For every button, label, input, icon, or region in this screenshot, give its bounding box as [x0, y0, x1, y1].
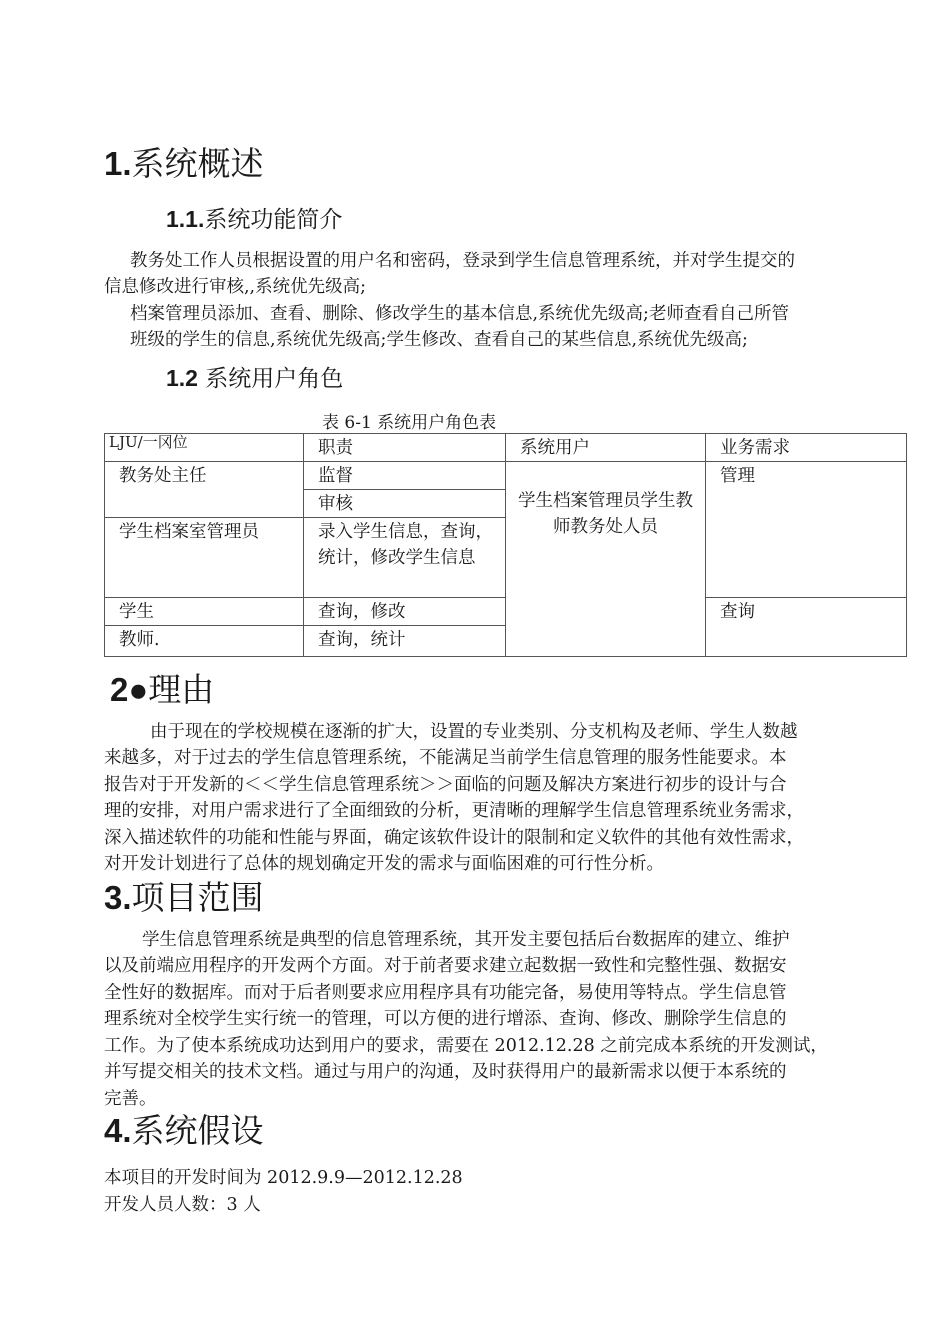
- paragraph-line: 报告对于开发新的＜＜学生信息管理系统＞＞面临的问题及解决方案进行初步的设计与合: [104, 775, 787, 795]
- header-position: LJU/一冈位: [105, 434, 304, 462]
- cell-duty: 查询，修改: [304, 598, 506, 626]
- header-business-need: 业务需求: [706, 434, 907, 462]
- paragraph-line: 学生信息管理系统是典型的信息管理系统，其开发主要包括后台数据库的建立、维护: [142, 930, 790, 950]
- cell-role: 学生: [105, 598, 304, 626]
- paragraph-line: 以及前端应用程序的开发两个方面。对于前者要求建立起数据一致性和完整性强、数据安: [104, 956, 787, 976]
- cell-system-users: 学生档案管理员学生教师教务处人员: [506, 462, 706, 657]
- cell-role: 教务处主任: [105, 462, 304, 518]
- section-2-paragraph: [104, 719, 910, 879]
- paragraph-line: 并写提交相关的技术文档。通过与用户的沟通，及时获得用户的最新需求以便于本系统的: [104, 1062, 787, 1082]
- header-system-user: 系统用户: [506, 434, 706, 462]
- paragraph-line: 对开发计划进行了总体的规划确定开发的需求与面临困难的可行性分析。: [104, 854, 664, 874]
- cell-role: 教师.: [105, 626, 304, 657]
- paragraph-line: 班级的学生的信息,系统优先级高;学生修改、查看自己的某些信息,系统优先级高;: [130, 330, 748, 350]
- section-4-heading: 4.系统假设: [104, 1111, 264, 1150]
- section-1-1-heading: 1.1.系统功能简介: [166, 206, 343, 233]
- section-3-paragraph: [104, 927, 910, 1117]
- cell-need-manage: 管理: [706, 462, 907, 598]
- cell-duty: 查询，统计: [304, 626, 506, 657]
- cell-duty: 监督: [304, 462, 506, 490]
- table-caption: 表 6-1 系统用户角色表: [322, 413, 497, 433]
- section-1-2-heading: 1.2 系统用户角色: [166, 365, 344, 392]
- paragraph-line: 理系统对全校学生实行统一的管理，可以方便的进行增添、查询、修改、删除学生信息的: [104, 1009, 787, 1029]
- paragraph-line: 档案管理员添加、查看、删除、修改学生的基本信息,系统优先级高;老师查看自己所管: [130, 304, 789, 324]
- paragraph-line: 理的安排，对用户需求进行了全面细致的分析，更清晰的理解学生信息管理系统业务需求，: [104, 801, 804, 821]
- paragraph-line: 由于现在的学校规模在逐渐的扩大，设置的专业类别、分支机构及老师、学生人数越: [150, 722, 798, 742]
- paragraph-line: 教务处工作人员根据设置的用户名和密码，登录到学生信息管理系统，并对学生提交的: [130, 251, 795, 271]
- paragraph-line: 工作。为了使本系统成功达到用户的要求，需要在 2012.12.28 之前完成本系统的开发测试，: [104, 1036, 828, 1056]
- development-period: 本项目的开发时间为 2012.9.9—2012.12.28: [104, 1168, 463, 1188]
- paragraph-line: 完善。: [104, 1089, 157, 1109]
- section-4-content: [104, 1165, 704, 1225]
- table-row: [105, 462, 907, 490]
- paragraph-line: 深入描述软件的功能和性能与界面，确定该软件设计的限制和定义软件的其他有效性需求，: [104, 828, 804, 848]
- user-roles-table: [104, 433, 907, 657]
- cell-duty: 审核: [304, 490, 506, 518]
- cell-role: 学生档案室管理员: [105, 518, 304, 598]
- paragraph-line: 来越多，对于过去的学生信息管理系统，不能满足当前学生信息管理的服务性能要求。本: [104, 748, 787, 768]
- header-duty: 职责: [304, 434, 506, 462]
- section-3-heading: 3.项目范围: [104, 878, 264, 917]
- cell-duty: 录入学生信息，查询，统计，修改学生信息: [304, 518, 506, 598]
- paragraph-line: 全性好的数据库。而对于后者则要求应用程序具有功能完备，易使用等特点。学生信息管: [104, 983, 787, 1003]
- section-1-1-paragraph: [104, 248, 904, 358]
- cell-need-query: 查询: [706, 598, 907, 657]
- paragraph-line: 信息修改进行审核,,系统优先级高;: [104, 277, 367, 297]
- section-2-heading: 2●理由: [110, 670, 215, 709]
- developer-count: 开发人员人数：3 人: [104, 1195, 261, 1215]
- table-header-row: [105, 434, 907, 462]
- section-1-heading: 1.系统概述: [104, 144, 264, 183]
